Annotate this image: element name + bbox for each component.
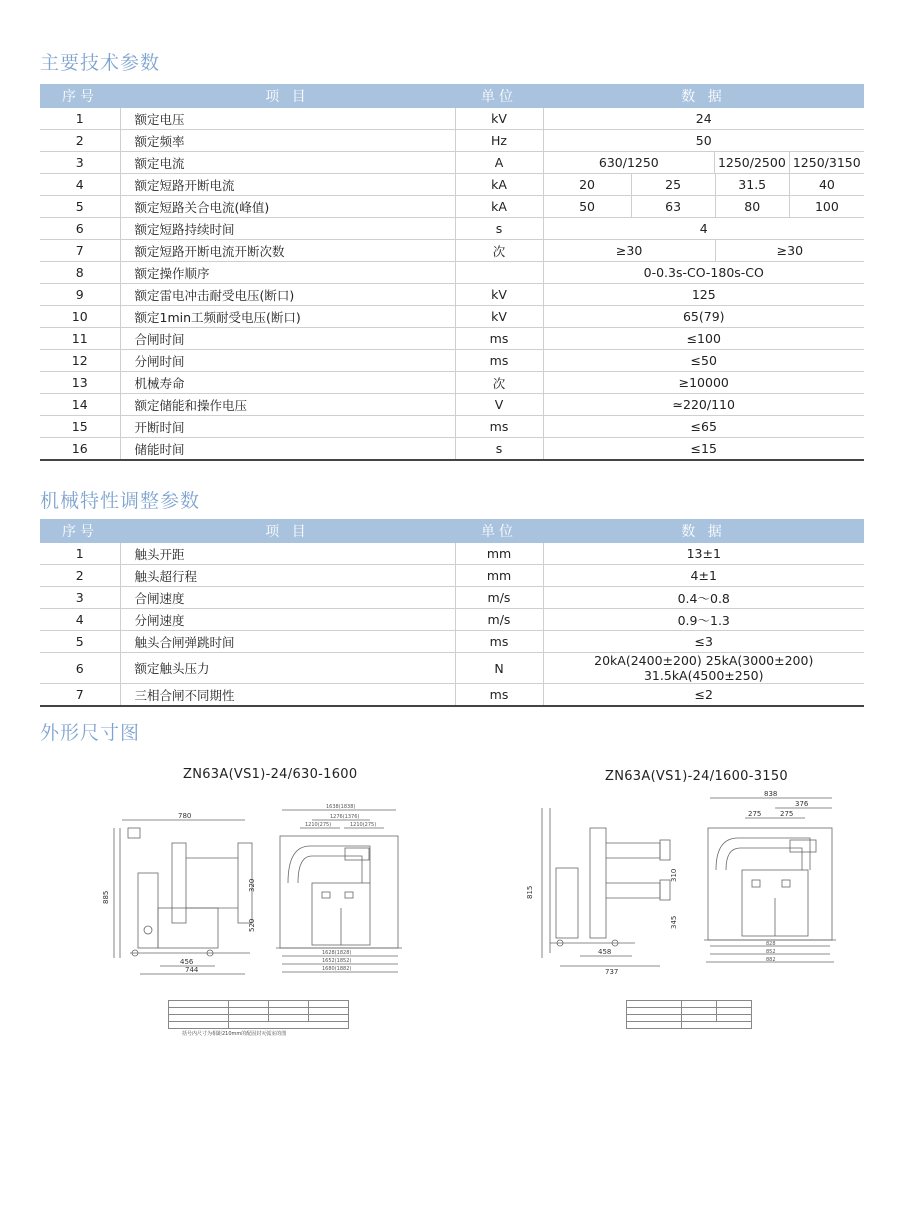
row-item: 额定电流 bbox=[120, 152, 455, 174]
row-item: 分闸速度 bbox=[120, 609, 455, 631]
table-row bbox=[40, 609, 864, 631]
row-number: 10 bbox=[40, 306, 120, 328]
row-number: 3 bbox=[40, 152, 120, 174]
row-item: 三相合闸不同期性 bbox=[120, 684, 455, 707]
row-item: 额定储能和操作电压 bbox=[120, 394, 455, 416]
table-row bbox=[40, 372, 864, 394]
dim-275b: 275 bbox=[780, 810, 794, 818]
row-number: 15 bbox=[40, 416, 120, 438]
table-row bbox=[40, 262, 864, 284]
row-data: ≤15 bbox=[543, 438, 864, 461]
right-side-view bbox=[526, 808, 678, 976]
row-data-part: ≥30 bbox=[715, 240, 864, 261]
row-data-part: 20 bbox=[579, 177, 595, 192]
row-data-part: 1250/3150 bbox=[789, 152, 864, 173]
row-data: 24 bbox=[543, 108, 864, 130]
dim-885: 885 bbox=[102, 890, 110, 904]
row-item: 额定短路开断电流 bbox=[120, 174, 455, 196]
dim-737: 737 bbox=[605, 968, 619, 976]
row-data: ≥10000 bbox=[543, 372, 864, 394]
row-data-part: 63 bbox=[631, 196, 715, 217]
row-unit bbox=[455, 262, 543, 284]
table-row bbox=[40, 631, 864, 653]
dim-882: 882 bbox=[766, 957, 776, 963]
row-item: 额定雷电冲击耐受电压(断口) bbox=[120, 284, 455, 306]
row-data: ≃220/110 bbox=[543, 394, 864, 416]
row-data: 65(79) bbox=[543, 306, 864, 328]
table-row bbox=[40, 240, 864, 262]
right-drawing-title: ZN63A(VS1)-24/1600-3150 bbox=[605, 769, 788, 784]
row-data: 20kA(2400±200) 25kA(3000±200) 31.5kA(4500±250) bbox=[543, 653, 864, 684]
row-unit: ms bbox=[455, 416, 543, 438]
row-data: 0.4～0.8 bbox=[543, 587, 864, 609]
row-data: ≤2 bbox=[543, 684, 864, 707]
row-data: 0-0.3s-CO-180s-CO bbox=[543, 262, 864, 284]
dim-376: 376 bbox=[795, 800, 809, 808]
section-title-main-params: 主要技术参数 bbox=[40, 52, 161, 74]
header-item: 项 目 bbox=[120, 84, 455, 108]
row-unit: s bbox=[455, 218, 543, 240]
row-number: 6 bbox=[40, 218, 120, 240]
row-unit: Hz bbox=[455, 130, 543, 152]
header-data: 数 据 bbox=[543, 519, 864, 543]
table-row bbox=[40, 306, 864, 328]
right-dimension-drawing bbox=[520, 788, 860, 978]
row-number: 5 bbox=[40, 196, 120, 218]
table-row bbox=[40, 218, 864, 240]
table-row bbox=[40, 565, 864, 587]
row-unit: 次 bbox=[455, 240, 543, 262]
row-number: 11 bbox=[40, 328, 120, 350]
row-number: 4 bbox=[40, 174, 120, 196]
table-row bbox=[40, 394, 864, 416]
dim-744: 744 bbox=[185, 966, 199, 974]
table-row bbox=[40, 543, 864, 565]
row-item: 额定短路关合电流(峰值) bbox=[120, 196, 455, 218]
row-unit: kV bbox=[455, 108, 543, 130]
row-data-part: 25 bbox=[631, 174, 715, 195]
table-header-row bbox=[40, 519, 864, 543]
row-number: 12 bbox=[40, 350, 120, 372]
row-unit: m/s bbox=[455, 587, 543, 609]
row-number: 14 bbox=[40, 394, 120, 416]
row-number: 6 bbox=[40, 653, 120, 684]
dim-520: 520 bbox=[248, 918, 256, 932]
table-row bbox=[40, 196, 864, 218]
row-data bbox=[543, 152, 864, 174]
row-number: 1 bbox=[40, 108, 120, 130]
table-row bbox=[40, 328, 864, 350]
row-unit: 次 bbox=[455, 372, 543, 394]
row-unit: kA bbox=[455, 196, 543, 218]
row-number: 7 bbox=[40, 684, 120, 707]
row-data-part: ≥30 bbox=[615, 243, 643, 258]
header-data: 数 据 bbox=[543, 84, 864, 108]
row-unit: ms bbox=[455, 328, 543, 350]
main-params-table bbox=[40, 84, 864, 461]
table-row bbox=[40, 284, 864, 306]
row-number: 9 bbox=[40, 284, 120, 306]
left-mini-table bbox=[168, 1000, 349, 1029]
header-unit: 单位 bbox=[455, 84, 543, 108]
row-data: 125 bbox=[543, 284, 864, 306]
section-title-mech-params: 机械特性调整参数 bbox=[40, 490, 201, 512]
row-unit: ms bbox=[455, 350, 543, 372]
row-data bbox=[543, 240, 864, 262]
row-number: 1 bbox=[40, 543, 120, 565]
row-data: 4±1 bbox=[543, 565, 864, 587]
row-number: 5 bbox=[40, 631, 120, 653]
table-row bbox=[40, 152, 864, 174]
row-item: 触头合闸弹跳时间 bbox=[120, 631, 455, 653]
row-data: ≤100 bbox=[543, 328, 864, 350]
row-number: 16 bbox=[40, 438, 120, 461]
row-item: 储能时间 bbox=[120, 438, 455, 461]
row-unit: mm bbox=[455, 565, 543, 587]
row-data-part: 630/1250 bbox=[598, 155, 659, 170]
dim-838: 838 bbox=[764, 790, 778, 798]
row-item: 机械寿命 bbox=[120, 372, 455, 394]
row-data-part: 80 bbox=[715, 196, 789, 217]
row-number: 2 bbox=[40, 130, 120, 152]
dim-310: 310 bbox=[670, 868, 678, 882]
table-row bbox=[40, 438, 864, 461]
row-item: 额定1min工频耐受电压(断口) bbox=[120, 306, 455, 328]
row-item: 额定电压 bbox=[120, 108, 455, 130]
table-row bbox=[40, 108, 864, 130]
dim-828: 828 bbox=[766, 941, 776, 947]
row-number: 4 bbox=[40, 609, 120, 631]
table-row bbox=[40, 130, 864, 152]
right-front-view bbox=[704, 790, 836, 963]
dim-1680: 1680(1882) bbox=[322, 966, 352, 972]
dim-275a: 275 bbox=[748, 810, 762, 818]
row-data: ≤3 bbox=[543, 631, 864, 653]
row-number: 13 bbox=[40, 372, 120, 394]
dim-780: 780 bbox=[178, 812, 192, 820]
header-unit: 单位 bbox=[455, 519, 543, 543]
row-item: 合闸速度 bbox=[120, 587, 455, 609]
dim-1210a: 1210(275) bbox=[305, 822, 332, 828]
header-item: 项 目 bbox=[120, 519, 455, 543]
row-item: 额定短路开断电流开断次数 bbox=[120, 240, 455, 262]
header-no: 序号 bbox=[40, 519, 120, 543]
row-unit: m/s bbox=[455, 609, 543, 631]
left-dimension-drawing bbox=[100, 798, 420, 988]
dim-345: 345 bbox=[670, 915, 678, 929]
row-unit: N bbox=[455, 653, 543, 684]
row-item: 额定频率 bbox=[120, 130, 455, 152]
table-row bbox=[40, 416, 864, 438]
row-data: 4 bbox=[543, 218, 864, 240]
dim-852: 852 bbox=[766, 949, 776, 955]
row-data bbox=[543, 196, 864, 218]
row-data-part: 50 bbox=[579, 199, 595, 214]
header-no: 序号 bbox=[40, 84, 120, 108]
dim-815: 815 bbox=[526, 885, 534, 899]
row-number: 8 bbox=[40, 262, 120, 284]
left-front-view bbox=[276, 804, 402, 972]
table-row bbox=[40, 174, 864, 196]
row-item: 额定触头压力 bbox=[120, 653, 455, 684]
dim-1628: 1628(1828) bbox=[322, 950, 352, 956]
section-title-dimensions: 外形尺寸图 bbox=[40, 722, 141, 744]
table-row bbox=[40, 350, 864, 372]
row-data: 50 bbox=[543, 130, 864, 152]
row-number: 3 bbox=[40, 587, 120, 609]
row-data: ≤50 bbox=[543, 350, 864, 372]
row-item: 分闸时间 bbox=[120, 350, 455, 372]
row-item: 触头超行程 bbox=[120, 565, 455, 587]
table-row bbox=[40, 684, 864, 707]
row-unit: kV bbox=[455, 284, 543, 306]
dim-1652: 1652(1852) bbox=[322, 958, 352, 964]
row-unit: kA bbox=[455, 174, 543, 196]
dim-456: 456 bbox=[180, 958, 194, 966]
left-side-view bbox=[102, 812, 256, 974]
row-unit: V bbox=[455, 394, 543, 416]
row-data: 13±1 bbox=[543, 543, 864, 565]
row-unit: ms bbox=[455, 631, 543, 653]
dim-320: 320 bbox=[248, 878, 256, 892]
row-data bbox=[543, 174, 864, 196]
row-data: ≤65 bbox=[543, 416, 864, 438]
row-unit: s bbox=[455, 438, 543, 461]
left-drawing-note: 括号内尺寸为相距210mm的配固封灭弧室的图 bbox=[182, 1031, 287, 1037]
table-row bbox=[40, 653, 864, 684]
row-item: 合闸时间 bbox=[120, 328, 455, 350]
row-data-part: 40 bbox=[789, 174, 864, 195]
dim-1276: 1276(1376) bbox=[330, 814, 360, 820]
dim-458: 458 bbox=[598, 948, 612, 956]
row-number: 2 bbox=[40, 565, 120, 587]
table-header-row bbox=[40, 84, 864, 108]
left-drawing-title: ZN63A(VS1)-24/630-1600 bbox=[183, 767, 358, 782]
row-item: 开断时间 bbox=[120, 416, 455, 438]
row-item: 额定短路持续时间 bbox=[120, 218, 455, 240]
row-data: 0.9～1.3 bbox=[543, 609, 864, 631]
table-row bbox=[40, 587, 864, 609]
row-unit: A bbox=[455, 152, 543, 174]
mech-params-table bbox=[40, 519, 864, 707]
dim-1210b: 1210(275) bbox=[350, 822, 377, 828]
row-item: 触头开距 bbox=[120, 543, 455, 565]
row-unit: mm bbox=[455, 543, 543, 565]
row-data-part: 31.5 bbox=[715, 174, 789, 195]
row-number: 7 bbox=[40, 240, 120, 262]
row-data-part: 1250/2500 bbox=[714, 152, 788, 173]
right-mini-table bbox=[626, 1000, 752, 1029]
row-data-part: 100 bbox=[789, 196, 864, 217]
row-item: 额定操作顺序 bbox=[120, 262, 455, 284]
dim-1638: 1638(1838) bbox=[326, 804, 356, 810]
row-unit: ms bbox=[455, 684, 543, 707]
row-unit: kV bbox=[455, 306, 543, 328]
